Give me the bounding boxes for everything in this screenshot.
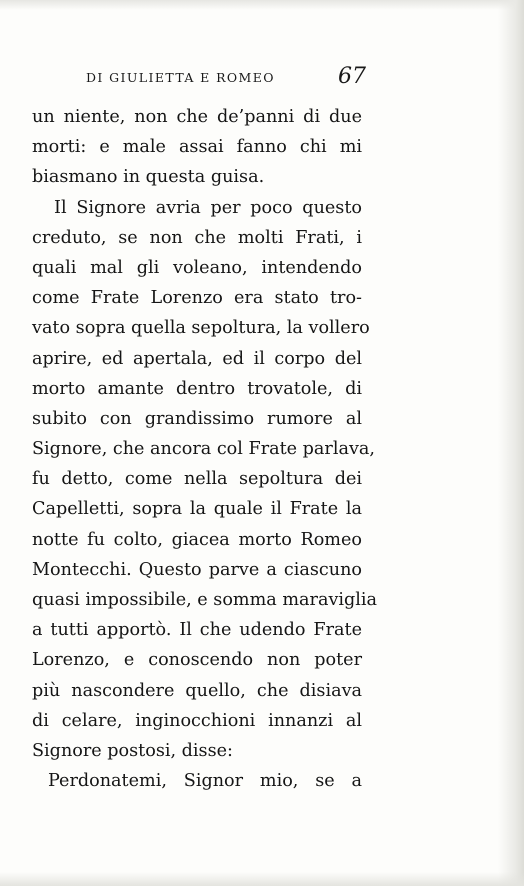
text-line: aprire, ed apertala, ed il corpo del: [32, 348, 362, 369]
text-line: come Frate Lorenzo era stato tro-: [32, 288, 362, 309]
page-edge-top: [0, 0, 524, 10]
text-line: subito con grandissimo rumore al: [32, 408, 362, 429]
body-text: [32, 102, 378, 796]
text-line: fu detto, come nella sepoltura dei: [32, 469, 362, 490]
text-line: quasi impossibile, e somma maraviglia: [32, 590, 378, 610]
text-line: a tutti apportò. Il che udendo Frate: [32, 620, 362, 641]
running-title: DI GIULIETTA E ROMEO: [86, 70, 275, 85]
page-edge-right: [498, 0, 524, 886]
page-edge-bottom: [0, 872, 524, 886]
text-line: biasmano in questa guisa.: [32, 167, 265, 188]
text-line: di celare, inginocchioni innanzi al: [32, 710, 362, 731]
text-line: Perdonatemi, Signor mio, se a: [48, 771, 362, 792]
text-line: morti: e male assai fanno chi mi: [32, 137, 362, 158]
text-line: Il Signore avria per poco questo: [54, 197, 362, 218]
text-line: Signore postosi, disse:: [32, 740, 233, 761]
text-line: un niente, non che de’panni di due: [32, 107, 362, 127]
text-line: creduto, se non che molti Frati, i: [32, 227, 362, 248]
text-line: notte fu colto, giacea morto Romeo: [32, 529, 362, 550]
page-number: 67: [338, 64, 366, 89]
text-line: Capelletti, sopra la quale il Frate la: [32, 499, 362, 520]
text-line: Signore, che ancora col Frate parlava,: [32, 439, 375, 460]
text-line: Lorenzo, e conoscendo non poter: [32, 650, 362, 671]
text-line: più nascondere quello, che disiava: [32, 680, 362, 701]
text-line: quali mal gli voleano, intendendo: [32, 257, 362, 278]
text-line: Montecchi. Questo parve a ciascuno: [32, 559, 362, 580]
text-line: vato sopra quella sepoltura, la vollero: [32, 318, 370, 339]
text-line: morto amante dentro trovatole, di: [32, 378, 362, 399]
